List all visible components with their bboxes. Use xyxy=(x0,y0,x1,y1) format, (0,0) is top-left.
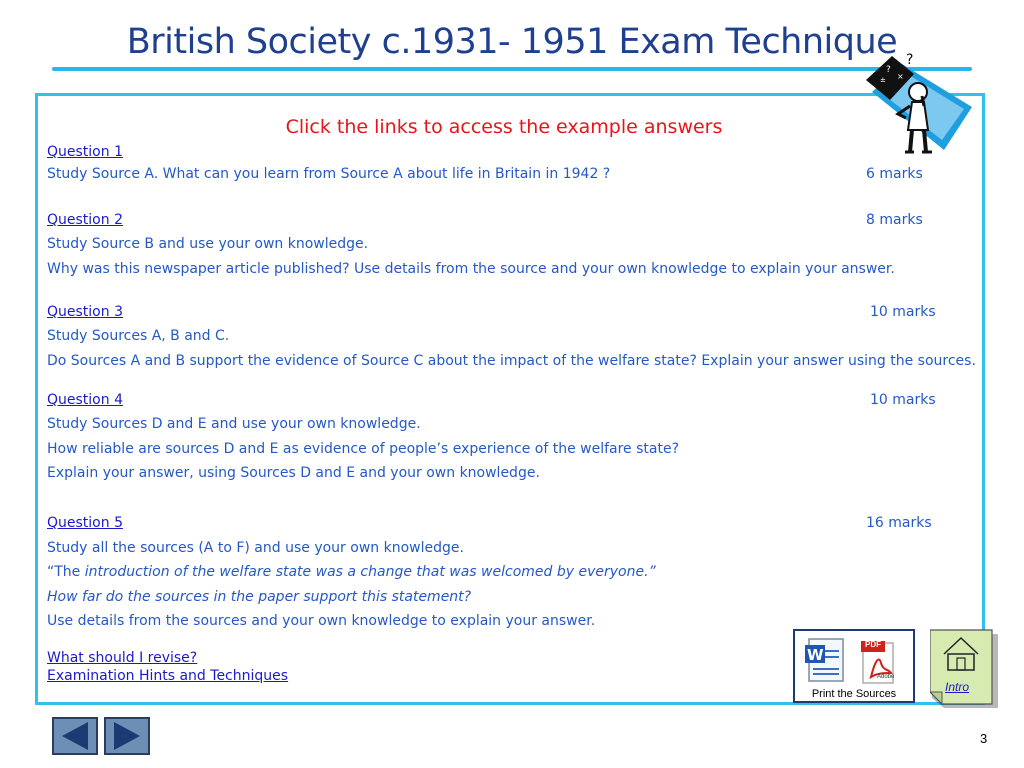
question-1-link[interactable]: Question 1 xyxy=(47,144,123,160)
svg-text:W: W xyxy=(807,646,824,664)
intro-label[interactable]: Intro xyxy=(945,680,970,694)
house-icon[interactable] xyxy=(930,628,1000,714)
question-4-line-3: Explain your answer, using Sources D and E and your own knowledge. xyxy=(47,465,540,481)
quote-statement: introduction of the welfare state was a change that was welcomed by everyone.” xyxy=(84,564,656,580)
page-title: British Society c.1931- 1951 Exam Technique xyxy=(126,22,898,62)
quote-open: “The xyxy=(47,564,85,580)
question-3-line-2: Do Sources A and B support the evidence of Source C about the impact of the welfare state? Explain your answer using the sources. xyxy=(47,353,976,369)
previous-slide-button[interactable] xyxy=(52,717,98,755)
svg-text:×: × xyxy=(897,72,904,81)
right-arrow-icon xyxy=(106,719,148,753)
pdf-badge: PDF xyxy=(865,640,881,649)
what-to-revise-link[interactable]: What should I revise? xyxy=(47,650,198,666)
question-5-marks: 16 marks xyxy=(866,515,932,531)
question-5-line-1: Study all the sources (A to F) and use your own knowledge. xyxy=(47,540,464,556)
left-arrow-icon xyxy=(54,719,96,753)
svg-text:±: ± xyxy=(880,76,886,84)
word-document-icon[interactable] xyxy=(803,637,851,685)
pdf-document-icon[interactable] xyxy=(859,639,899,685)
question-4-line-1: Study Sources D and E and use your own knowledge. xyxy=(47,416,421,432)
question-2-line-2: Why was this newspaper article published? Use details from the source and your own knowledge to explain your answer. xyxy=(47,261,895,277)
question-4-link[interactable]: Question 4 xyxy=(47,392,123,408)
question-3-link[interactable]: Question 3 xyxy=(47,304,123,320)
print-sources-button[interactable] xyxy=(793,629,915,703)
page-number: 3 xyxy=(980,731,988,746)
question-5-link[interactable]: Question 5 xyxy=(47,515,123,531)
instruction-text: Click the links to access the example answers xyxy=(285,116,723,138)
question-3-marks: 10 marks xyxy=(870,304,936,320)
question-5-line-3: How far do the sources in the paper support this statement? xyxy=(47,589,472,605)
question-2-link[interactable]: Question 2 xyxy=(47,212,123,228)
question-2-marks: 8 marks xyxy=(866,212,923,228)
question-1-marks: 6 marks xyxy=(866,166,923,182)
question-5-quote xyxy=(47,564,656,580)
exam-hints-link[interactable]: Examination Hints and Techniques xyxy=(47,668,289,684)
next-slide-button[interactable] xyxy=(104,717,150,755)
adobe-label: Adobe xyxy=(877,674,895,680)
question-4-marks: 10 marks xyxy=(870,392,936,408)
title-underline xyxy=(52,67,972,71)
question-5-line-4: Use details from the sources and your own knowledge to explain your answer. xyxy=(47,613,596,629)
thinking-man-clipart xyxy=(862,52,974,162)
question-4-line-2: How reliable are sources D and E as evidence of people’s experience of the welfare state? xyxy=(47,441,680,457)
question-1-text: Study Source A. What can you learn from Source A about life in Britain in 1942 ? xyxy=(47,166,611,182)
svg-text:?: ? xyxy=(906,52,914,68)
question-2-line-1: Study Source B and use your own knowledge. xyxy=(47,236,369,252)
svg-text:?: ? xyxy=(886,65,891,75)
intro-home-button[interactable] xyxy=(930,628,1000,714)
print-sources-label: Print the Sources xyxy=(811,688,897,700)
question-3-line-1: Study Sources A, B and C. xyxy=(47,328,230,344)
